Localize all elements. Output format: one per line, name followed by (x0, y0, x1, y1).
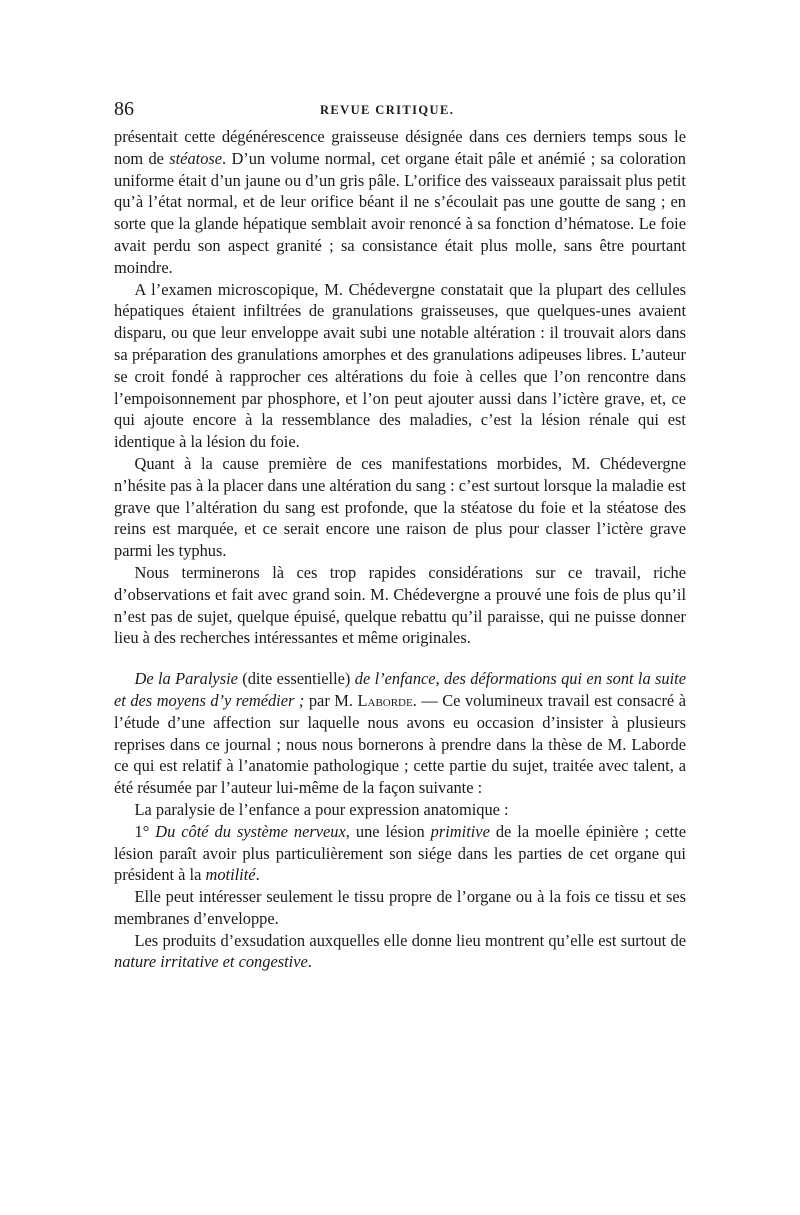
italic-term: motilité (205, 865, 256, 885)
review-section (114, 668, 686, 973)
review-by: par M. (304, 690, 358, 710)
review-author: Laborde (357, 690, 413, 710)
review-title-part: (dite essentielle) (237, 669, 355, 689)
list-item-text: de la moelle épinière ; cette lésion paraît avoir plus particulièrement son siége dans les parties de cet organe qui président à la (114, 821, 686, 885)
paragraph-text: présentait cette dégénérescence graisseuse désignée dans ces derniers temps sous le nom de (114, 127, 686, 168)
italic-term: nature irritative et congestive (114, 952, 308, 972)
running-head: REVUE CRITIQUE. (320, 103, 455, 117)
page-number: 86 (114, 98, 134, 120)
italic-term: stéatose (169, 148, 223, 168)
list-item-text: , une lésion (345, 821, 431, 841)
paragraph-text: Les produits d’exsudation auxquelles elle donne lieu montrent qu’elle est surtout de (134, 930, 686, 950)
paragraph-exudation (114, 930, 686, 974)
paragraph-tissue: Elle peut intéresser seulement le tissu propre de l’organe ou à la fois ce tissu et ses membranes d’enveloppe. (114, 887, 686, 928)
italic-term: primitive (430, 821, 490, 841)
list-item-number: 1° (134, 821, 156, 841)
anatomical-expression-line: La paralysie de l’enfance a pour expression anatomique : (134, 799, 509, 819)
paragraph-text: . (307, 952, 312, 972)
paragraph-conclusion: Nous terminerons là ces trop rapides considérations sur ce travail, riche d’observations et fait avec grand soin. M. Chédevergne a prouvé une fois de plus qu’il n’est pas de sujet, quelque épuisé, quelque rebattu qu’il paraisse, qui ne puisse donner lieu à des recherches intéressantes et même originales. (114, 562, 686, 648)
list-item-nervous-system (114, 821, 686, 886)
review-intro (114, 668, 686, 799)
paragraph-steatose (114, 126, 686, 279)
list-item-text: . (255, 865, 260, 885)
article-body (114, 126, 686, 649)
italic-term: Du côté du système nerveux (155, 821, 346, 841)
paragraph-microscopic-exam: A l’examen microscopique, M. Chédevergne constatait que la plupart des cellules hépatiques étaient infiltrées de granulations graisseuses, que quelques-unes avaient disparu, ou que leur enveloppe avait subi une notable altération : il trouvait alors dans sa préparation des granulations amorphes et des granulations adipeuses libres. L’auteur se croit fondé à rapprocher ces altérations du foie à celles que l’on rencontre dans l’empoisonnement par phosphore, et l’on peut ajouter aussi dans l’ictère grave, et, ce qui ajoute encore à la ressemblance des maladies, c’est la lésion rénale qui est identique à la lésion du foie. (114, 279, 686, 452)
page-header (114, 98, 686, 122)
review-title-part: de l’enfance, des déformations qui en sont la suite et des moyens d’y remédier ; (114, 669, 686, 710)
page (114, 98, 686, 973)
paragraph-text: . D’un volume normal, cet organe était pâle et anémié ; sa coloration uniforme était d’un jaune ou d’un gris pâle. L’orifice des vaisseaux paraissait plus petit qu’à l’état normal, et de leur orifice béant il ne s’écoulait pas une goutte de sang ; en sorte que la glande hépatique semblait avoir renoncé à sa fonction d’hématose. Le foie avait perdu son aspect granité ; sa consistance était plus molle, sans être pourtant moindre. (114, 148, 686, 277)
review-intro-text: . — Ce volumineux travail est consacré à l’étude d’une affection sur laquelle nous avons eu occasion d’insister à plusieurs reprises dans ce journal ; nous nous bornerons à prendre dans la thèse de M. Laborde ce qui est relatif à l’anatomie pathologique ; cette partie du sujet, traitée avec talent, a été résumée par l’auteur lui-même de la façon suivante : (114, 690, 686, 798)
review-title: De la Paralysie (134, 669, 238, 689)
paragraph-cause: Quant à la cause première de ces manifestations morbides, M. Chédevergne n’hésite pas à la placer dans une altération du sang : c’est surtout lorsque la maladie est grave que l’altération du sang est profonde, que la stéatose du foie et la stéatose des reins est marquée, et ce serait encore une raison de plus pour classer l’ictère grave parmi les typhus. (114, 453, 686, 561)
